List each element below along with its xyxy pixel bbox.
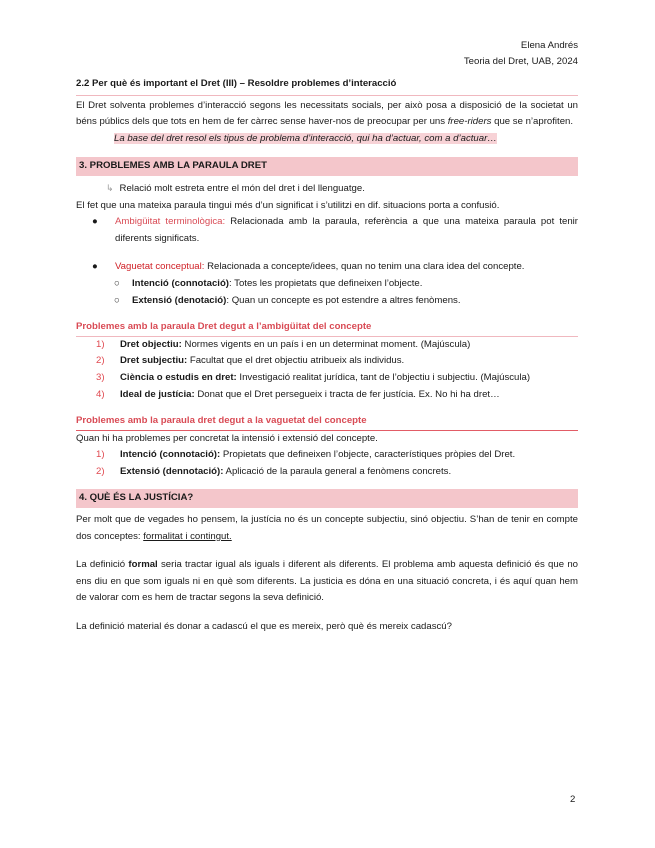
concept-bullets [76, 214, 578, 247]
item-text: Aplicació de la paraula general a fenòmens concrets. [223, 465, 452, 477]
free-riders-term: free-riders [447, 116, 492, 128]
item-label: Dret objectiu: [120, 338, 182, 350]
item-number: 1) [96, 449, 105, 461]
course-info: Teoria del Dret, UAB, 2024 [463, 55, 578, 67]
paragraph-text-end: seria tractar igual als iguals i diferent als diferents. El problema amb aquesta definició és que no ens diu en que som iguals ni en què som diferents. La justicia es dóna en una situació concreta, i és aquí quan hem de valorar com es hem de tractar segons la seva definició. [76, 559, 579, 604]
underlined-concepts: formalitat i contingut. [143, 530, 232, 542]
list-item [96, 370, 578, 387]
paragraph-text: El Dret solventa problemes d’interacció segons les necessitats socials, per això posa a disposició de la societat un béns públics dels que tots en hem de fer càrrec sense haver-nos de preocupar per uns [76, 99, 578, 128]
item-number: 2) [96, 355, 105, 367]
ambiguity-label: Ambigüitat terminològica: [115, 216, 226, 228]
vagueness-problems-heading: Problemes amb la paraula dret degut a la vaguetat del concepte [76, 413, 578, 431]
section-2-2-title: 2.2 Per què és important el Dret (III) – Resoldre problemes d’interacció [76, 76, 578, 96]
vagueness-text: Relacionada a concepte/idees, quan no tenim una clara idea del concepte. [204, 261, 525, 273]
note-text: Relació molt estreta entre el món del dret i del llenguatge. [119, 182, 365, 194]
item-number: 1) [96, 338, 105, 350]
item-text: Propietats que defineixen l’objecte, característiques pròpies del Dret. [220, 449, 516, 461]
page-number: 2 [570, 794, 576, 805]
item-number: 3) [96, 371, 105, 383]
note-line [76, 180, 578, 198]
paragraph-text: Per molt que de vegades ho pensem, la justícia no és un concepte subjectiu, sinó objectiu. S’han de tenir en compte dos conceptes: [76, 514, 578, 542]
highlighted-quote [76, 131, 578, 148]
bullet-vagueness [76, 259, 578, 276]
item-text: Facultat que el dret objectiu atribueix als individus. [187, 355, 405, 367]
item-label: Extensió (dennotació): [120, 465, 224, 477]
paragraph-text: La definició [76, 559, 129, 571]
item-text: Investigació realitat jurídica, tant de l’objectiu i subjectiu. (Majúscula) [236, 371, 531, 383]
item-number: 2) [96, 465, 105, 477]
item-label: Dret subjectiu: [120, 355, 188, 367]
extension-label: Extensió (denotació) [132, 294, 227, 306]
quote-text: La base del dret resol els tipus de problema d’interacció, qui ha d’actuar, com a d’actuar… [114, 132, 497, 144]
vagueness-subitems [76, 276, 578, 309]
section-3-heading: 3. PROBLEMES AMB LA PARAULA DRET [76, 157, 578, 176]
circle-bullet-icon: ○ [114, 277, 120, 289]
page-header [76, 38, 578, 69]
section-3-intro: El fet que una mateixa paraula tingui més d’un significat i s’utilitzi en dif. situacions porta a confusió. [76, 199, 500, 211]
ambiguity-text: Relacionada amb la paraula, referència a que una mateixa paraula pot tenir diferents significats. [115, 216, 579, 244]
section-4-heading: 4. QUÈ ÉS LA JUSTÍCIA? [76, 489, 578, 508]
bullet-ambiguity [76, 214, 578, 247]
extension-text: : Quan un concepte es pot estendre a altres fenòmens. [226, 294, 461, 306]
list-item [96, 337, 578, 354]
list-item [96, 353, 578, 370]
intention-text: : Totes les propietats que defineixen l’objecte. [229, 277, 423, 289]
vagueness-intro: Quan hi ha problemes per concretat la intensió i extensió del concepte. [76, 432, 378, 444]
item-label: Intenció (connotació): [120, 449, 221, 461]
bullet-dot-icon: ● [92, 261, 98, 273]
vagueness-list [76, 447, 578, 480]
justice-paragraph-3: La definició material és donar a cadascú el que es mereix, però què és mereix cadascú? [76, 621, 452, 633]
section-2-2-paragraph [76, 98, 578, 131]
list-item [96, 387, 578, 404]
document-page [76, 38, 578, 636]
circle-bullet-icon: ○ [114, 294, 120, 306]
item-text: Normes vigents en un país i en un determinat moment. (Majúscula) [181, 338, 471, 350]
list-item [96, 447, 578, 464]
intention-label: Intenció (connotació) [132, 277, 230, 289]
bullet-dot-icon: ● [92, 216, 98, 228]
justice-paragraph-1 [76, 512, 578, 545]
formal-term: formal [128, 559, 158, 571]
concept-bullets-2 [76, 259, 578, 276]
author-name: Elena Andrés [520, 40, 578, 51]
item-label: Ideal de justícia: [120, 388, 195, 400]
ambiguity-problems-heading: Problemes amb la paraula Dret degut a l’ambigüitat del concepte [76, 319, 578, 337]
justice-paragraph-2 [76, 557, 578, 607]
list-item [96, 464, 578, 481]
ambiguity-list [76, 337, 578, 403]
return-arrow-icon: ↳ [106, 182, 114, 193]
item-text: Donat que el Dret persegueix i tracta de fer justícia. Ex. No hi ha dret… [194, 388, 500, 400]
subitem-extension [114, 293, 578, 310]
item-label: Ciència o estudis en dret: [120, 371, 237, 383]
item-number: 4) [96, 388, 105, 400]
paragraph-text-end: que se n’aprofiten. [491, 116, 574, 128]
vagueness-label: Vaguetat conceptual: [115, 261, 205, 273]
subitem-intention [114, 276, 578, 293]
